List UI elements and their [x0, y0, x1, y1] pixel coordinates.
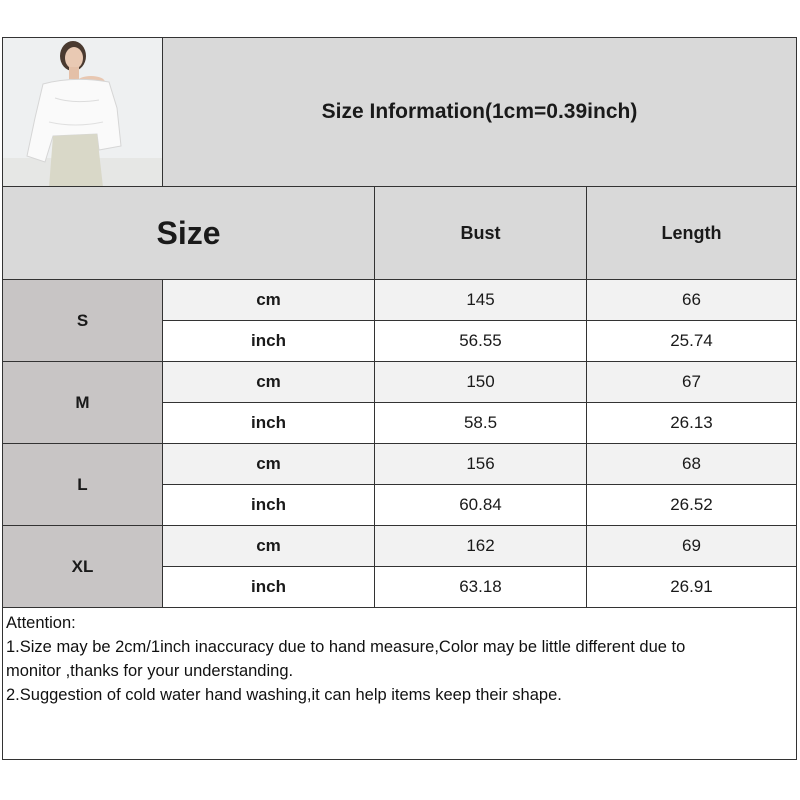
note-line: monitor ,thanks for your understanding.	[6, 662, 294, 680]
unit-cell: cm	[163, 526, 375, 567]
bust-cell: 60.84	[375, 485, 587, 526]
bust-cell: 56.55	[375, 321, 587, 362]
size-column-header: Size	[3, 187, 375, 280]
unit-cell: inch	[163, 567, 375, 608]
product-photo	[3, 38, 163, 187]
size-chart	[2, 37, 797, 760]
bust-cell: 145	[375, 280, 587, 321]
size-label-xl: XL	[3, 526, 163, 608]
bust-cell: 150	[375, 362, 587, 403]
length-cell: 68	[587, 444, 796, 485]
notes-heading: Attention:	[6, 614, 76, 632]
length-cell: 25.74	[587, 321, 796, 362]
length-cell: 26.91	[587, 567, 796, 608]
unit-cell: inch	[163, 321, 375, 362]
length-cell: 67	[587, 362, 796, 403]
unit-cell: inch	[163, 403, 375, 444]
length-cell: 66	[587, 280, 796, 321]
bust-cell: 58.5	[375, 403, 587, 444]
size-label-s: S	[3, 280, 163, 362]
length-cell: 26.52	[587, 485, 796, 526]
unit-cell: cm	[163, 444, 375, 485]
bust-cell: 162	[375, 526, 587, 567]
size-label-m: M	[3, 362, 163, 444]
bust-column-header: Bust	[375, 187, 587, 280]
model-photo-icon	[3, 38, 163, 187]
length-cell: 26.13	[587, 403, 796, 444]
note-line: 2.Suggestion of cold water hand washing,it can help items keep their shape.	[6, 686, 562, 704]
note-line: 1.Size may be 2cm/1inch inaccuracy due to hand measure,Color may be little different due to	[6, 638, 686, 656]
bust-cell: 63.18	[375, 567, 587, 608]
unit-cell: inch	[163, 485, 375, 526]
attention-notes	[3, 608, 796, 759]
length-column-header: Length	[587, 187, 796, 280]
unit-cell: cm	[163, 280, 375, 321]
bust-cell: 156	[375, 444, 587, 485]
unit-cell: cm	[163, 362, 375, 403]
page-title: Size Information(1cm=0.39inch)	[163, 38, 796, 187]
size-label-l: L	[3, 444, 163, 526]
length-cell: 69	[587, 526, 796, 567]
